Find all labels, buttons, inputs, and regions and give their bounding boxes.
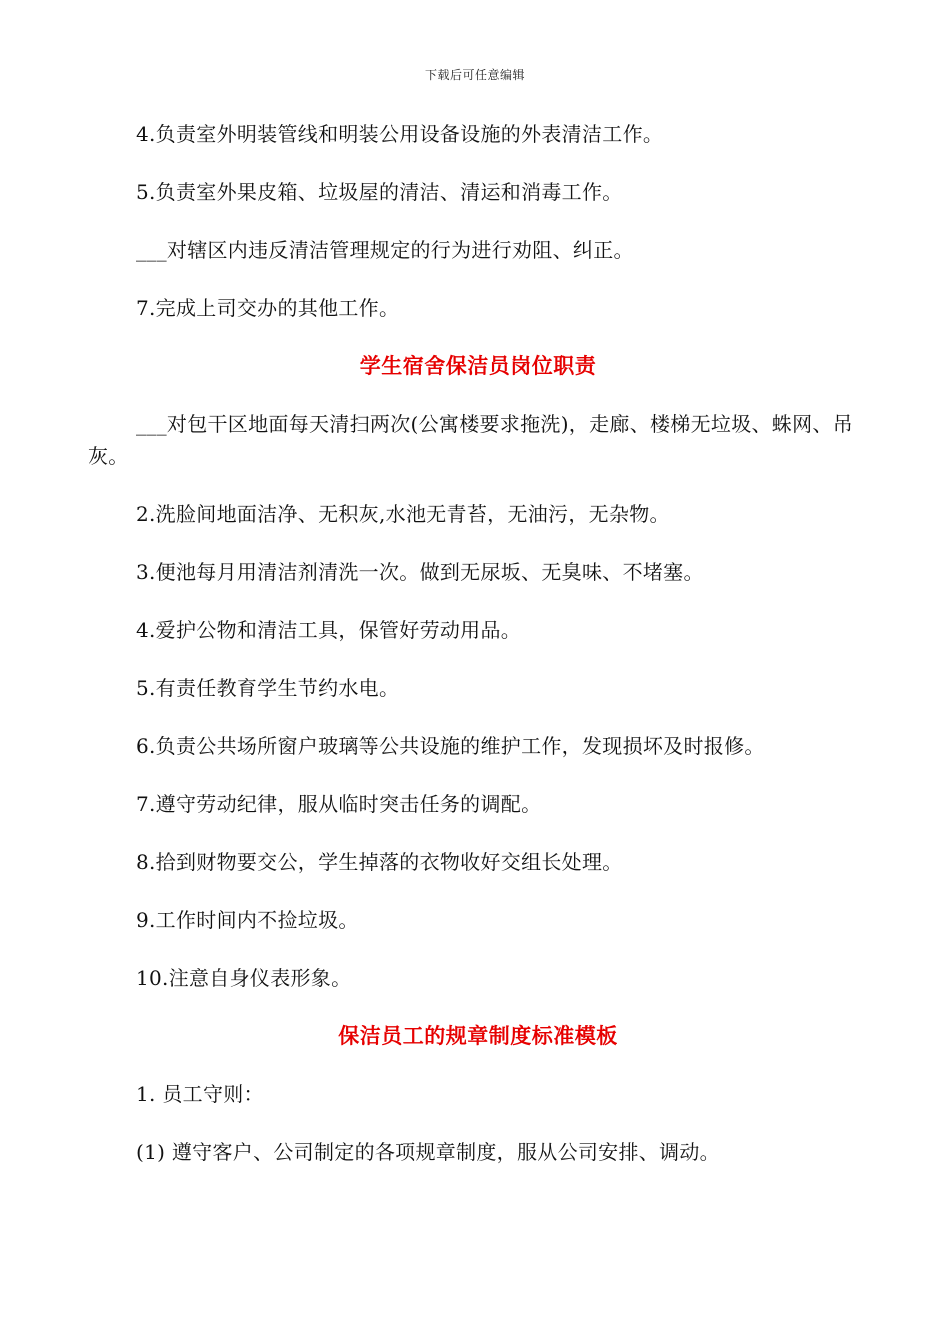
paragraph: 7.遵守劳动纪律，服从临时突击任务的调配。 — [136, 792, 542, 816]
paragraph: 1. 员工守则： — [136, 1082, 264, 1106]
section-heading: 保洁员工的规章制度标准模板 — [338, 1023, 618, 1048]
paragraph: 3.便池每月用清洁剂清洗一次。做到无尿坂、无臭味、不堵塞。 — [136, 560, 704, 584]
paragraph: ___对辖区内违反清洁管理规定的行为进行劝阻、纠正。 — [136, 238, 634, 262]
paragraph: (1) 遵守客户、公司制定的各项规章制度，服从公司安排、调动。 — [136, 1140, 720, 1164]
paragraph: ___对包干区地面每天清扫两次(公寓楼要求拖洗)，走廊、楼梯无垃圾、蛛网、吊灰。 — [88, 412, 854, 468]
paragraph: 4.爱护公物和清洁工具，保管好劳动用品。 — [136, 618, 522, 642]
paragraph: 9.工作时间内不捡垃圾。 — [136, 908, 359, 932]
section-heading: 学生宿舍保洁员岗位职责 — [359, 353, 597, 378]
page-header: 下载后可任意编辑 — [424, 68, 525, 82]
paragraph: 6.负责公共场所窗户玻璃等公共设施的维护工作，发现损坏及时报修。 — [136, 734, 765, 758]
paragraph: 8.拾到财物要交公，学生掉落的衣物收好交组长处理。 — [136, 850, 623, 874]
paragraph: 2.洗脸间地面洁净、无积灰,水池无青苔，无油污，无杂物。 — [136, 502, 670, 526]
document-body — [88, 118, 868, 1194]
paragraph: 5.有责任教育学生节约水电。 — [136, 676, 400, 700]
paragraph: 7.完成上司交办的其他工作。 — [136, 296, 400, 320]
paragraph: 4.负责室外明装管线和明装公用设备设施的外表清洁工作。 — [136, 122, 664, 146]
paragraph: 5.负责室外果皮箱、垃圾屋的清洁、清运和消毒工作。 — [136, 180, 623, 204]
paragraph: 10.注意自身仪表形象。 — [136, 966, 352, 990]
